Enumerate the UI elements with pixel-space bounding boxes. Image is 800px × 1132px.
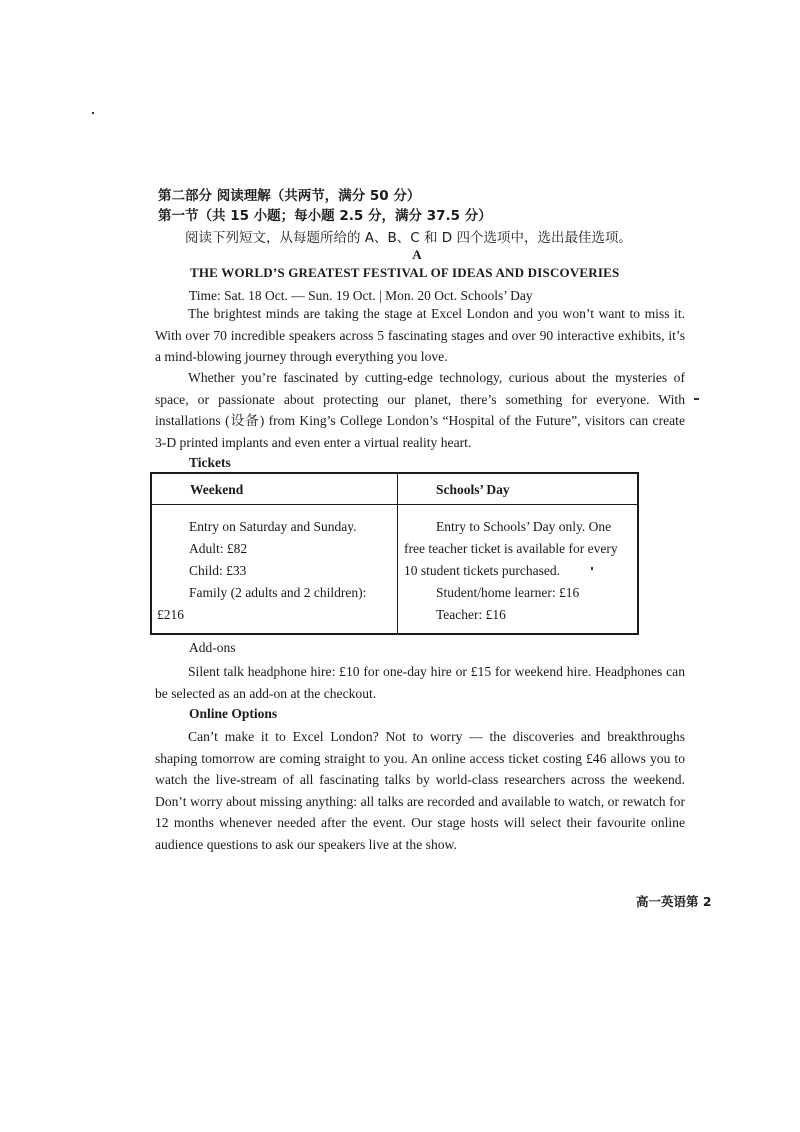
paragraph-exhibits: Whether you’re fascinated by cutting-edge technology, curious about the mysteries of space, or passionate about protecting our planet, there’s something for everyone. With installations (设备) from King’s College London’s “Hospital of the Future”, visitors can create 3-D printed implants and even enter a virtual reality heart. [155,370,685,450]
schools-day-line1: Entry to Schools’ Day only. One [436,519,612,534]
table-row-divider [152,504,637,505]
scan-speck [92,112,94,114]
section-heading: 第二部分 阅读理解（共两节，满分 50 分） [158,188,421,204]
addons-label: Add-ons [189,640,236,655]
schools-day-header: Schools’ Day [436,482,510,497]
weekend-family-line1: Family (2 adults and 2 children): [189,585,367,600]
weekend-entry: Entry on Saturday and Sunday. [189,519,357,534]
tickets-table [150,472,639,635]
schools-day-line2: free teacher ticket is available for every [404,541,618,556]
scan-speck [694,398,699,400]
time-line: Time: Sat. 18 Oct. — Sun. 19 Oct. | Mon. 20 Oct. Schools’ Day [189,288,533,303]
paragraph-intro: The brightest minds are taking the stage at Excel London and you won’t want to miss it. With over 70 incredible speakers across 5 fascinating stages and over 90 interactive exhibits, it’s a mind-blowing journey through everything you love. [155,306,685,364]
online-options-text: Can’t make it to Excel London? Not to worry — the discoveries and breakthroughs shaping tomorrow are coming straight to you. An online access ticket costing £46 allows you to watch the live-stream of all fascinating talks by world-class researchers across the weekend. Don’t worry about missing anything: all talks are recorded and available to watch, or rewatch for 12 months whenever needed after the event. Our stage hosts will select their favourite online audience questions to ask our speakers live at the show. [155,729,685,852]
weekend-header: Weekend [190,482,244,497]
page-footer: 高一英语第 2 [636,894,712,909]
passage-letter: A [412,247,422,262]
weekend-family-line2: £216 [157,607,184,622]
tickets-label: Tickets [189,455,231,470]
table-column-divider [397,474,398,633]
online-options-label: Online Options [189,706,278,721]
weekend-adult-price: Adult: £82 [189,541,248,556]
student-price: Student/home learner: £16 [436,585,580,600]
schools-day-line3: 10 student tickets purchased. [404,563,560,578]
subsection-heading: 第一节（共 15 小题；每小题 2.5 分，满分 37.5 分） [158,208,492,224]
passage-title: THE WORLD’S GREATEST FESTIVAL OF IDEAS AND DISCOVERIES [190,265,620,280]
instruction-text: 阅读下列短文，从每题所给的 A、B、C 和 D 四个选项中，选出最佳选项。 [185,230,632,246]
teacher-price: Teacher: £16 [436,607,506,622]
addons-text: Silent talk headphone hire: £10 for one-day hire or £15 for weekend hire. Headphones can be selected as an add-on at the checkout. [155,664,685,701]
weekend-child-price: Child: £33 [189,563,247,578]
